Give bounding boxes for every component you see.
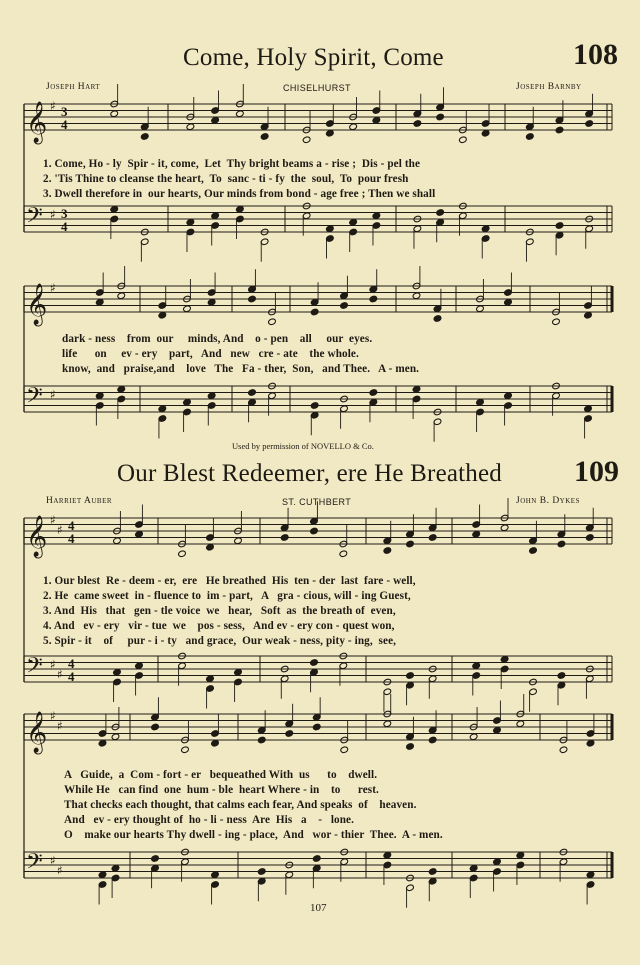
- note-head: [211, 871, 220, 879]
- hymn-108-author: Joseph Hart: [46, 82, 101, 92]
- hymn-108-composer: Joseph Barnby: [516, 82, 582, 92]
- note-head: [211, 739, 220, 747]
- note-head: [110, 205, 119, 213]
- note-head: [257, 736, 266, 744]
- note-head: [310, 527, 319, 535]
- note-head: [95, 298, 104, 306]
- note-head: [310, 402, 319, 410]
- note-head: [557, 540, 566, 548]
- hymn-108-number: 108: [573, 38, 618, 71]
- sharp-icon: ♯: [50, 709, 56, 723]
- note-head: [207, 298, 216, 306]
- hymn-109-number: 109: [574, 455, 619, 488]
- time-signature-bottom: 4: [61, 117, 68, 132]
- bass-clef-icon: 𝄢: [26, 653, 43, 684]
- hymn-109-verse-2-line-1: 2. He came sweet in - fluence to im - part, A gra - cious, will - ing Guest,: [43, 590, 411, 602]
- note-head: [140, 133, 149, 141]
- note-head: [493, 726, 502, 734]
- note-head: [472, 662, 481, 670]
- note-head: [98, 871, 107, 879]
- sharp-icon: ♯: [50, 207, 56, 222]
- note-head: [312, 855, 321, 863]
- note-head: [406, 743, 415, 751]
- note-head: [234, 668, 243, 676]
- time-signature-top: 3: [61, 104, 68, 119]
- hymn-109-title: Our Blest Redeemer, ere He Breathed: [117, 460, 503, 487]
- note-head: [113, 668, 122, 676]
- hymn-109-verse-1-line-1: 1. Our blest Re - deem - er, ere He breathed His ten - der last fare - well,: [43, 575, 416, 587]
- note-head: [349, 123, 358, 131]
- note-head: [557, 672, 566, 680]
- note-head: [584, 311, 593, 319]
- hymn-109-composer: John B. Dykes: [516, 496, 580, 506]
- note-head: [260, 133, 269, 141]
- note-head: [183, 305, 192, 313]
- note-head: [111, 864, 120, 872]
- note-head: [285, 730, 294, 738]
- note-head: [383, 851, 392, 859]
- sharp-icon: ♯: [50, 281, 56, 295]
- note-head: [436, 209, 445, 217]
- note-head: [369, 389, 378, 397]
- note-head: [436, 113, 445, 121]
- permission-note: Used by permission of NOVELLO & Co.: [232, 441, 374, 451]
- treble-clef-icon: 𝄞: [26, 284, 48, 325]
- sharp-icon: ♯: [50, 513, 56, 527]
- time-signature-bottom: 4: [61, 219, 68, 234]
- note-head: [151, 723, 160, 731]
- note-head: [98, 739, 107, 747]
- note-head: [340, 302, 349, 310]
- note-head: [428, 736, 437, 744]
- hymn-108-title: Come, Holy Spirit, Come: [183, 44, 444, 71]
- note-head: [135, 530, 144, 538]
- note-head: [310, 659, 319, 667]
- hymn-108-verse-3-line-2: know, and praise,and love The Fa - ther, Son, and Thee. A - men.: [62, 363, 420, 375]
- note-head: [158, 405, 167, 413]
- hymn-109-verse-5-line-2: O make our hearts Thy dwell - ing - place, And wor - thier Thee. A - men.: [64, 829, 443, 841]
- note-head: [433, 315, 442, 323]
- note-head: [113, 537, 122, 545]
- note-head: [211, 212, 220, 220]
- note-head: [413, 120, 422, 128]
- note-head: [326, 129, 335, 137]
- note-head: [111, 733, 120, 741]
- note-head: [312, 723, 321, 731]
- note-head: [584, 405, 593, 413]
- note-head: [186, 123, 195, 131]
- note-head: [248, 389, 257, 397]
- note-head: [158, 311, 167, 319]
- note-head: [559, 746, 568, 754]
- treble-clef-icon: 𝄞: [26, 102, 48, 143]
- hymn-108-tune: CHISELHURST: [283, 83, 351, 93]
- time-signature-bottom: 4: [68, 669, 75, 684]
- note-head: [476, 305, 485, 313]
- note-head: [339, 550, 348, 558]
- hymn-108-verse-2-line-1: 2. 'Tis Thine to cleanse the heart, To sanc - ti - fy the soul, To pour fresh: [43, 173, 409, 185]
- treble-clef-icon: 𝄞: [26, 712, 48, 753]
- note-head: [469, 733, 478, 741]
- note-head: [310, 308, 319, 316]
- note-head: [472, 530, 481, 538]
- hymn-108-verse-2-line-2: life on ev - ery part, And new cre - ate the whole.: [62, 348, 359, 360]
- note-head: [383, 720, 392, 728]
- hymn-109-verse-2-line-2: While He can find one hum - ble heart Where - in to rest.: [64, 784, 379, 796]
- note-head: [236, 110, 245, 118]
- note-head: [369, 295, 378, 303]
- note-head: [181, 746, 190, 754]
- hymn-109-verse-1-line-2: A Guide, a Com - fort - er bequeathed With us to dwell.: [64, 769, 378, 781]
- note-head: [555, 222, 564, 230]
- hymn-109-verse-5-line-1: 5. Spir - it of pur - i - ty and grace, Our weak - ness, pity - ing, see,: [43, 635, 397, 647]
- time-signature-top: 3: [61, 206, 68, 221]
- note-head: [504, 392, 513, 400]
- time-signature-bottom: 4: [68, 531, 75, 546]
- note-head: [372, 116, 381, 124]
- time-signature-top: 4: [68, 518, 75, 533]
- note-head: [268, 318, 277, 326]
- sharp-icon: ♯: [57, 718, 63, 733]
- hymn-109-verse-3-line-2: That checks each thought, that calms each fear, And speaks of heaven.: [64, 799, 417, 811]
- note-head: [585, 120, 594, 128]
- note-head: [206, 675, 215, 683]
- note-head: [428, 868, 437, 876]
- note-head: [481, 129, 490, 137]
- bass-clef-icon: 𝄢: [26, 383, 43, 414]
- note-head: [206, 543, 215, 551]
- note-head: [526, 133, 535, 141]
- sharp-icon: ♯: [50, 853, 56, 868]
- page-number: 107: [310, 902, 327, 914]
- note-head: [248, 295, 257, 303]
- sharp-icon: ♯: [57, 522, 63, 537]
- hymn-109-verse-4-line-1: 4. And ev - ery vir - tue we pos - sess, And ev - ery con - quest won,: [43, 620, 395, 632]
- sharp-icon: ♯: [57, 863, 63, 878]
- note-head: [117, 385, 126, 393]
- note-head: [211, 116, 220, 124]
- note-head: [372, 212, 381, 220]
- note-head: [500, 655, 509, 663]
- sharp-icon: ♯: [57, 667, 63, 682]
- hymn-109-verse-4-line-2: And ev - ery thought of ho - li - ness Are His a - lone.: [64, 814, 355, 826]
- note-head: [302, 136, 311, 144]
- note-head: [552, 318, 561, 326]
- note-head: [459, 136, 468, 144]
- treble-clef-icon: 𝄞: [26, 516, 48, 557]
- note-head: [406, 540, 415, 548]
- note-head: [516, 851, 525, 859]
- note-head: [95, 392, 104, 400]
- time-signature-top: 4: [68, 656, 75, 671]
- note-head: [469, 864, 478, 872]
- sharp-icon: ♯: [50, 657, 56, 672]
- note-head: [280, 534, 289, 542]
- bass-clef-icon: 𝄢: [26, 203, 43, 234]
- hymn-109-tune: ST. CUTHBERT: [282, 497, 352, 507]
- note-head: [236, 205, 245, 213]
- note-head: [500, 524, 509, 532]
- note-head: [207, 392, 216, 400]
- sharp-icon: ♯: [50, 387, 56, 402]
- hymn-108-verse-3-line-1: 3. Dwell therefore in our hearts, Our minds from bond - age free ; Then we shall: [43, 188, 436, 200]
- note-head: [178, 550, 187, 558]
- bass-clef-icon: 𝄢: [26, 849, 43, 880]
- note-head: [186, 218, 195, 226]
- note-head: [349, 218, 358, 226]
- note-head: [481, 225, 490, 233]
- note-head: [383, 547, 392, 555]
- note-head: [529, 547, 538, 555]
- note-head: [412, 385, 421, 393]
- note-head: [234, 537, 243, 545]
- note-head: [504, 298, 513, 306]
- note-head: [135, 662, 144, 670]
- hymn-109-verse-3-line-1: 3. And His that gen - tle voice we hear, Soft as the breath of even,: [43, 605, 396, 617]
- note-head: [340, 746, 349, 754]
- hymn-109-author: Harriet Auber: [46, 496, 113, 506]
- hymn-108-verse-1-line-1: 1. Come, Ho - ly Spir - it, come, Let Thy bright beams a - rise ; Dis - pel the: [43, 158, 421, 170]
- note-head: [428, 534, 437, 542]
- note-head: [555, 126, 564, 134]
- note-head: [493, 858, 502, 866]
- note-head: [110, 110, 119, 118]
- hymn-108-verse-1-line-2: dark - ness from our minds, And o - pen all our eyes.: [62, 333, 373, 345]
- note-head: [183, 398, 192, 406]
- note-head: [257, 868, 266, 876]
- note-head: [586, 739, 595, 747]
- note-head: [406, 672, 415, 680]
- note-head: [412, 292, 421, 300]
- note-head: [586, 871, 595, 879]
- sharp-icon: ♯: [50, 99, 56, 113]
- note-head: [476, 398, 485, 406]
- note-head: [516, 720, 525, 728]
- note-head: [585, 534, 594, 542]
- note-head: [151, 855, 160, 863]
- note-head: [326, 225, 335, 233]
- note-head: [117, 292, 126, 300]
